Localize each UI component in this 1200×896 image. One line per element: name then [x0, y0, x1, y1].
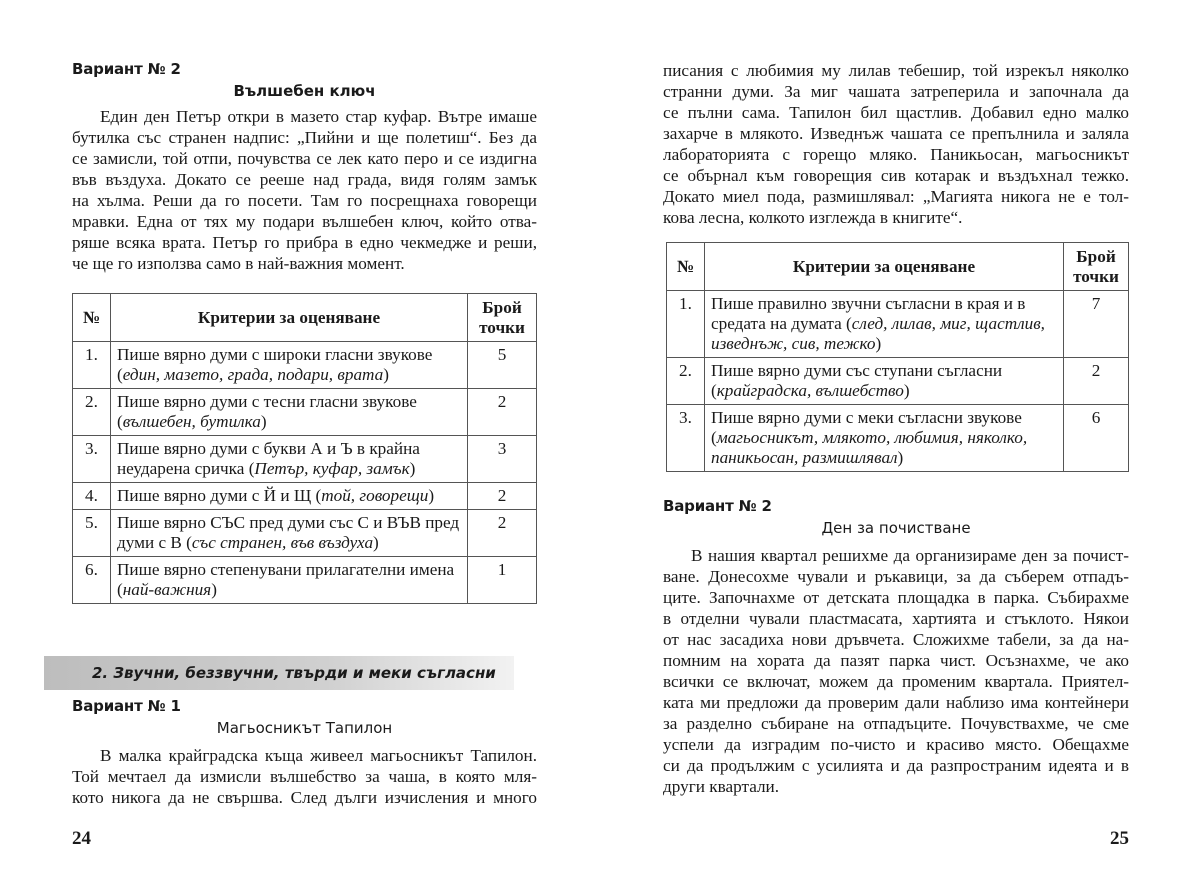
- criteria-examples: един, мазето, града, подари, врата: [122, 365, 384, 384]
- row-points: 7: [1064, 291, 1129, 358]
- criteria-examples: Петър, куфар, замък: [254, 459, 410, 478]
- row-number: 5.: [73, 510, 111, 557]
- header-number: №: [667, 243, 705, 291]
- text-line: помним на хората да пазят парка чист. Осъзнахме, че ако: [663, 651, 1129, 670]
- row-number: 3.: [667, 405, 705, 472]
- table-row: [73, 510, 537, 557]
- text-line: мравки. Една от тях му подари вълшебен ключ, който отва-: [72, 212, 537, 231]
- criteria-examples: магьосникът, млякото, любимия, няколко, паникьосан, размишлявал: [710, 428, 1028, 467]
- criteria-table: [666, 242, 1129, 472]
- story-paragraph: [663, 545, 1129, 797]
- criteria-examples: най-важния: [122, 580, 212, 599]
- row-number: 2.: [73, 389, 111, 436]
- page-number: 25: [1110, 828, 1129, 849]
- criteria-examples: след, лилав, миг, щастлив, изведнъж, сив, тежко: [710, 314, 1045, 353]
- text-line: В нашия квартал решихме да организираме ден за почист-: [691, 546, 1129, 565]
- row-points: 3: [468, 436, 537, 483]
- text-line: ците. Започнахме от детската площадка в парка. Събирахме: [663, 588, 1129, 607]
- text-line: всички се включат, можем да променим квартала. Приятел-: [663, 672, 1129, 691]
- text-line: захарче в млякото. Изведнъж чашата се препълнила и заляла: [663, 124, 1129, 143]
- text-line: си да продължим с усилията и да разпространим идеята и в: [663, 756, 1129, 775]
- story-title: Вълшебен ключ: [233, 82, 376, 100]
- text-line: се пълни сама. Тапилон бил щастлив. Добавил едно малко: [663, 103, 1129, 122]
- left-page: [72, 0, 537, 896]
- text-line: странни думи. За миг чашата затреперила и започнала да: [663, 82, 1129, 101]
- row-criteria: Пише вярно думи със ступани съгласни (крайградска, вълшебство): [704, 358, 1063, 405]
- text-line: Докато миел пода, размишлявал: „Магията никога не е тол-: [663, 187, 1129, 206]
- criteria-text: Пише вярно степенувани прилагателни имена: [116, 560, 455, 579]
- row-points: 1: [468, 557, 537, 604]
- text-line: други квартали.: [663, 777, 780, 796]
- table-row: [73, 557, 537, 604]
- story-paragraph: [72, 106, 537, 274]
- row-number: 6.: [73, 557, 111, 604]
- text-line: Един ден Петър откри в мазето стар куфар. Вътре имаше: [100, 107, 537, 126]
- row-criteria: Пише вярно думи с тесни гласни звукове (вълшебен, бутилка): [110, 389, 467, 436]
- criteria-examples: вълшебен, бутилка: [122, 412, 261, 431]
- header-points: Брой точки: [468, 294, 537, 342]
- text-line: от нас засадиха нови дръвчета. Сложихме табели, за да на-: [663, 630, 1129, 649]
- criteria-examples: със странен, във въздуха: [191, 533, 374, 552]
- row-criteria: Пише правилно звучни съгласни в края и в средата на думата (след, лилав, миг, щастлив, изведнъж, сив, тежко): [704, 291, 1063, 358]
- row-criteria: Пише вярно думи с широки гласни звукове (един, мазето, града, подари, врата): [110, 342, 467, 389]
- text-line: Той мечтаел да измисли вълшебство за чаша, в която мля-: [72, 767, 537, 786]
- criteria-text: Пише вярно СЪС пред думи със С и ВЪВ пред думи с В: [116, 513, 460, 552]
- criteria-examples: той, говорещи: [321, 486, 429, 505]
- story-paragraph: [72, 745, 537, 808]
- header-number: №: [73, 294, 111, 342]
- text-line: ката ми предложи да проверим дали наблизо има контейнери: [663, 693, 1129, 712]
- story-title: Ден за почистване: [821, 519, 971, 537]
- row-number: 1.: [73, 342, 111, 389]
- row-number: 3.: [73, 436, 111, 483]
- table-row: [73, 483, 537, 510]
- text-line: във въздуха. Докато се рееше над града, видя голям замък: [72, 170, 537, 189]
- row-points: 2: [468, 483, 537, 510]
- row-points: 2: [468, 510, 537, 557]
- text-line: успели да изградим по-чисто и красиво място. Обещахме: [663, 735, 1129, 754]
- page-number: 24: [72, 828, 91, 849]
- criteria-text: Пише вярно думи с меки съгласни звукове: [710, 408, 1022, 427]
- header-points: Брой точки: [1064, 243, 1129, 291]
- story-paragraph: [663, 60, 1129, 228]
- criteria-text: Пише вярно думи с букви А и Ъ в крайна неударена сричка: [116, 439, 420, 478]
- criteria-examples: крайградска, вълшебство: [716, 381, 904, 400]
- criteria-text: Пише вярно думи със ступани съгласни: [710, 361, 1003, 380]
- section-banner: 2. Звучни, беззвучни, твърди и меки съгласни: [44, 656, 514, 690]
- row-number: 4.: [73, 483, 111, 510]
- row-criteria: Пише вярно думи с меки съгласни звукове (магьосникът, млякото, любимия, няколко, паникьосан, размишлявал): [704, 405, 1063, 472]
- criteria-table: [72, 293, 537, 604]
- header-criteria: Критерии за оценяване: [704, 243, 1063, 291]
- table-row: [73, 389, 537, 436]
- table-row: [73, 342, 537, 389]
- text-line: лабораторията с горещо мляко. Паникьосан, магьосникът: [663, 145, 1129, 164]
- row-criteria: Пише вярно СЪС пред думи със С и ВЪВ пред думи с В (със странен, във въздуха): [110, 510, 467, 557]
- text-line: на хълма. Реши да го посети. Там го посрещнаха говорещи: [72, 191, 537, 210]
- table-row: [667, 358, 1129, 405]
- text-line: писания с любимия му лилав тебешир, той изрекъл няколко: [663, 61, 1129, 80]
- row-points: 2: [468, 389, 537, 436]
- right-page: [663, 0, 1129, 896]
- row-number: 2.: [667, 358, 705, 405]
- text-line: за разделно събиране на отпадъците. Почувствахме, че сме: [663, 714, 1129, 733]
- row-criteria: Пише вярно думи с букви А и Ъ в крайна неударена сричка (Петър, куфар, замък): [110, 436, 467, 483]
- story-title: Магьосникът Тапилон: [216, 719, 393, 737]
- text-line: че ще го използва само в най-важния момент.: [72, 254, 405, 273]
- row-points: 5: [468, 342, 537, 389]
- row-criteria: Пише вярно думи с Й и Щ (той, говорещи): [110, 483, 467, 510]
- criteria-text: Пише вярно думи с тесни гласни звукове: [116, 392, 417, 411]
- variant-heading: Вариант № 2: [72, 60, 181, 78]
- table-row: [73, 436, 537, 483]
- text-line: ряше всяка врата. Петър го прибра в едно чекмедже и реши,: [72, 233, 537, 252]
- text-line: кова лесна, колкото изглежда в книгите“.: [663, 208, 963, 227]
- text-line: кото никога да не свършва. След дълги изчисления и много: [72, 788, 537, 807]
- text-line: ване. Донесохме чували и ръкавици, за да съберем отпадъ-: [663, 567, 1129, 586]
- text-line: се замисли, той отпи, почувства се лек като перо и се издигна: [72, 149, 537, 168]
- text-line: в отделни чували пластмасата, хартията и стъклото. Някои: [663, 609, 1129, 628]
- row-points: 6: [1064, 405, 1129, 472]
- criteria-text: Пише вярно думи с Й и Щ: [116, 486, 312, 505]
- text-line: В малка крайградска къща живеел магьосникът Тапилон.: [100, 746, 537, 765]
- text-line: се обърнал към говорещия сив котарак и въздъхнал тежко.: [663, 166, 1129, 185]
- row-points: 2: [1064, 358, 1129, 405]
- criteria-text: Пише вярно думи с широки гласни звукове: [116, 345, 433, 364]
- variant-heading: Вариант № 1: [72, 697, 181, 715]
- table-row: [667, 405, 1129, 472]
- header-criteria: Критерии за оценяване: [110, 294, 467, 342]
- text-line: бутилка със странен надпис: „Пийни и ще полетиш“. Без да: [72, 128, 537, 147]
- row-number: 1.: [667, 291, 705, 358]
- criteria-text: Пише правилно звучни съгласни в края и в средата на думата: [710, 294, 1026, 333]
- row-criteria: Пише вярно степенувани прилагателни имена (най-важния): [110, 557, 467, 604]
- table-row: [667, 291, 1129, 358]
- variant-heading: Вариант № 2: [663, 497, 772, 515]
